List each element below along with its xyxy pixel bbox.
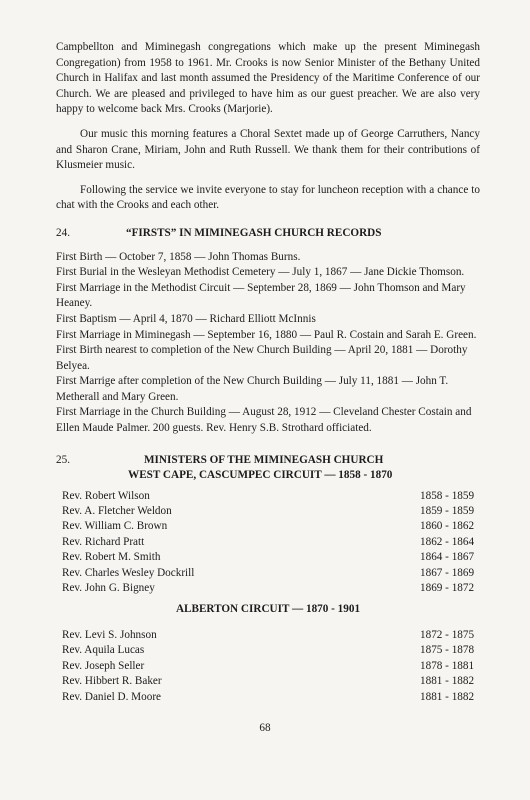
minister-row (56, 504, 480, 519)
luncheon-paragraph: Following the service we invite everyone to stay for luncheon reception with a chance to chat with the Crooks and each other. (56, 183, 480, 212)
minister-row (56, 690, 480, 705)
minister-name: Rev. Robert M. Smith (62, 551, 161, 564)
music-paragraph: Our music this morning features a Choral Sextet made up of George Carruthers, Nancy and Sharon Crane, Miriam, John and Ruth Russell. We thank them for their contributions of Klusmeier music. (56, 127, 480, 172)
intro-paragraph: Campbellton and Miminegash congregations which make up the present Miminegash Congregation) from 1958 to 1961. Mr. Crooks is now Senior Minister of the Bethany United Church in Halifax and last month assumed the Presidency of the Maritime Conference of our Church. We are pleased and privileged to have him as our guest preacher. We are also very happy to welcome back Mrs. Crooks (Marjorie). (56, 41, 480, 116)
firsts-title: “FIRSTS” IN MIMINEGASH CHURCH RECORDS (126, 226, 382, 239)
minister-row (56, 643, 480, 658)
alberton-list (56, 628, 480, 705)
minister-row (56, 566, 480, 581)
minister-row (56, 628, 480, 643)
minister-name: Rev. John G. Bigney (62, 582, 155, 594)
minister-row (56, 489, 480, 504)
minister-name: Rev. Daniel D. Moore (62, 690, 162, 703)
first-record: First Marrige after completion of the New Church Building — July 11, 1881 — John T. Metherall and Mary Green. (56, 375, 449, 403)
minister-name: Rev. Levi S. Johnson (62, 628, 157, 641)
ministers-title-line1: MINISTERS OF THE MIMINEGASH CHURCH (144, 453, 384, 466)
first-record: First Marriage in the Methodist Circuit — September 28, 1869 — John Thomson and Mary Heaney. (56, 281, 466, 310)
minister-row (56, 550, 480, 565)
firsts-list (56, 250, 480, 437)
minister-row (56, 535, 480, 550)
minister-years: 1881 - 1882 (420, 675, 475, 688)
firsts-heading (56, 226, 480, 242)
minister-name: Rev. Richard Pratt (62, 535, 145, 548)
minister-years: 1859 - 1859 (420, 505, 475, 518)
page-content (56, 40, 480, 705)
ministers-title (128, 453, 480, 483)
minister-years: 1858 - 1859 (420, 489, 475, 502)
minister-years: 1878 - 1881 (420, 659, 475, 672)
minister-row (56, 674, 480, 689)
minister-years: 1872 - 1875 (420, 628, 475, 641)
page-number: 68 (259, 722, 271, 734)
first-record: First Birth — October 7, 1858 — John Thomas Burns. (56, 250, 301, 263)
first-record: First Burial in the Wesleyan Methodist Cemetery — July 1, 1867 — Jane Dickie Thomson. (56, 266, 465, 279)
minister-name: Rev. A. Fletcher Weldon (62, 505, 172, 518)
alberton-heading: ALBERTON CIRCUIT — 1870 - 1901 (175, 603, 361, 616)
minister-name: Rev. Joseph Seller (62, 659, 145, 672)
minister-years: 1860 - 1862 (420, 520, 475, 533)
minister-years: 1875 - 1878 (420, 644, 475, 657)
firsts-number: 24. (56, 226, 70, 239)
minister-name: Rev. Aquila Lucas (62, 644, 145, 657)
minister-years: 1862 - 1864 (420, 535, 475, 548)
minister-name: Rev. Hibbert R. Baker (62, 675, 162, 688)
west-cape-list (56, 489, 480, 597)
minister-name: Rev. Charles Wesley Dockrill (62, 566, 195, 579)
minister-row (56, 581, 480, 596)
first-record: First Marriage in Miminegash — September 16, 1880 — Paul R. Costain and Sarah E. Green. (56, 328, 477, 341)
minister-name: Rev. William C. Brown (62, 520, 168, 533)
first-record: First Marriage in the Church Building — August 28, 1912 — Cleveland Chester Costain and Ellen Maude Palmer. 200 guests. Rev. Henry S.B. Strothard officiated. (56, 406, 472, 435)
first-record: First Birth nearest to completion of the New Church Building — April 20, 1881 — Dorothy Belyea. (56, 344, 468, 372)
ministers-title-line2: WEST CAPE, CASCUMPEC CIRCUIT — 1858 - 1870 (128, 468, 393, 481)
minister-years: 1881 - 1882 (420, 690, 475, 703)
minister-years: 1864 - 1867 (420, 551, 475, 564)
first-record: First Baptism — April 4, 1870 — Richard Elliott McInnis (56, 312, 316, 325)
minister-name: Rev. Robert Wilson (62, 489, 150, 502)
ministers-number: 25. (56, 453, 70, 466)
minister-years: 1869 - 1872 (420, 582, 475, 594)
minister-row (56, 519, 480, 534)
minister-years: 1867 - 1869 (420, 566, 475, 579)
minister-row (56, 659, 480, 674)
ministers-heading (56, 453, 480, 483)
